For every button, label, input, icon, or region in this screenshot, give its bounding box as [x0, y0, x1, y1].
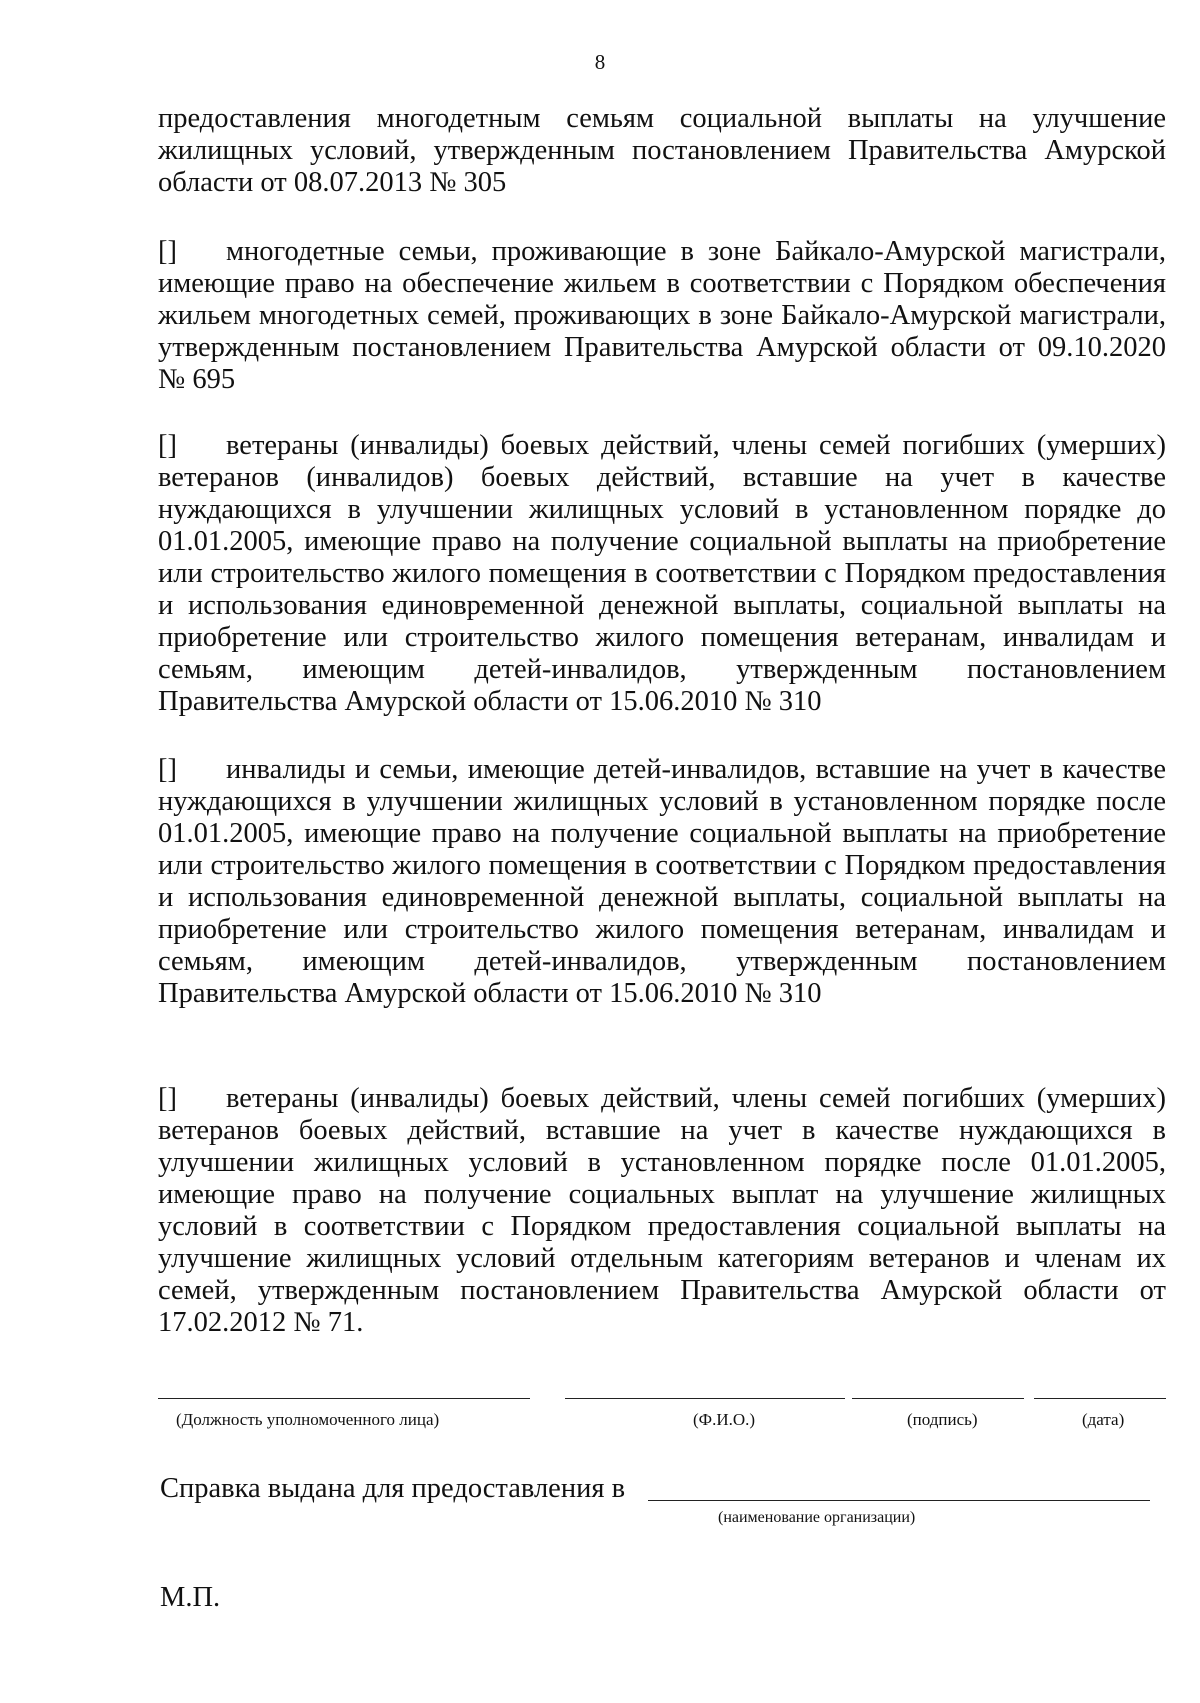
sign-caption: (подпись)	[907, 1410, 978, 1429]
checkbox[interactable]: []	[158, 754, 177, 785]
issued-for-label: Справка выдана для предоставления в	[160, 1473, 626, 1504]
category-item-text: многодетные семьи, проживающие в зоне Байкало-Амурской магистрали, имеющие право на обеспечение жильем в соответствии с Порядком обеспечения жильем многодетных семей, проживающих в зоне Байкало-Амурской магистрали, утвержденным постановлением Правительства Амурской области от 09.10.2020 № 695	[158, 236, 1166, 395]
category-item	[158, 1083, 1166, 1339]
checkbox[interactable]: []	[158, 1083, 177, 1114]
organization-name-caption: (наименование организации)	[718, 1509, 916, 1526]
stamp-place-label: М.П.	[160, 1582, 221, 1613]
position-caption: (Должность уполномоченного лица)	[176, 1410, 440, 1429]
category-item-text: ветераны (инвалиды) боевых действий, члены семей погибших (умерших) ветеранов боевых действий, вставшие на учет в качестве нуждающихся в улучшении жилищных условий в установленном порядке после 01.01.2005, имеющие право на получение социальных выплат на улучшение жилищных условий в соответствии с Порядком предоставления социальной выплаты на улучшение жилищных условий отдельным категориям ветеранов и членам их семей, утвержденным постановлением Правительства Амурской области от 17.02.2012 № 71.	[158, 1083, 1166, 1338]
category-item-text: ветераны (инвалиды) боевых действий, члены семей погибших (умерших) ветеранов (инвалидов) боевых действий, вставшие на учет в качестве нуждающихся в улучшении жилищных условий в установленном порядке до 01.01.2005, имеющие право на получение социальной выплаты на приобретение или строительство жилого помещения в соответствии с Порядком предоставления и использования единовременной денежной выплаты, социальной выплаты на приобретение или строительство жилого помещения ветеранам, инвалидам и семьям, имеющим детей-инвалидов, утвержденным постановлением Правительства Амурской области от 15.06.2010 № 310	[158, 430, 1166, 717]
date-caption: (дата)	[1082, 1410, 1125, 1429]
position-signature-line[interactable]	[158, 1398, 530, 1399]
checkbox[interactable]: []	[158, 430, 177, 461]
checkbox[interactable]: []	[158, 236, 177, 267]
organization-name-line[interactable]	[648, 1500, 1150, 1501]
fio-signature-line[interactable]	[565, 1398, 845, 1399]
sign-signature-line[interactable]	[852, 1398, 1024, 1399]
category-item	[158, 236, 1166, 396]
intro-paragraph: предоставления многодетным семьям социальной выплаты на улучшение жилищных условий, утвержденным постановлением Правительства Амурской области от 08.07.2013 № 305	[158, 103, 1166, 198]
fio-caption: (Ф.И.О.)	[693, 1410, 756, 1429]
category-item-text: инвалиды и семьи, имеющие детей-инвалидов, вставшие на учет в качестве нуждающихся в улучшении жилищных условий в установленном порядке после 01.01.2005, имеющие право на получение социальной выплаты на приобретение или строительство жилого помещения в соответствии с Порядком предоставления и использования единовременной денежной выплаты, социальной выплаты на приобретение или строительство жилого помещения ветеранам, инвалидам и семьям, имеющим детей-инвалидов, утвержденным постановлением Правительства Амурской области от 15.06.2010 № 310	[158, 754, 1166, 1009]
page-number: 8	[594, 50, 606, 74]
category-item	[158, 754, 1166, 1010]
category-item	[158, 430, 1166, 718]
date-signature-line[interactable]	[1034, 1398, 1166, 1399]
